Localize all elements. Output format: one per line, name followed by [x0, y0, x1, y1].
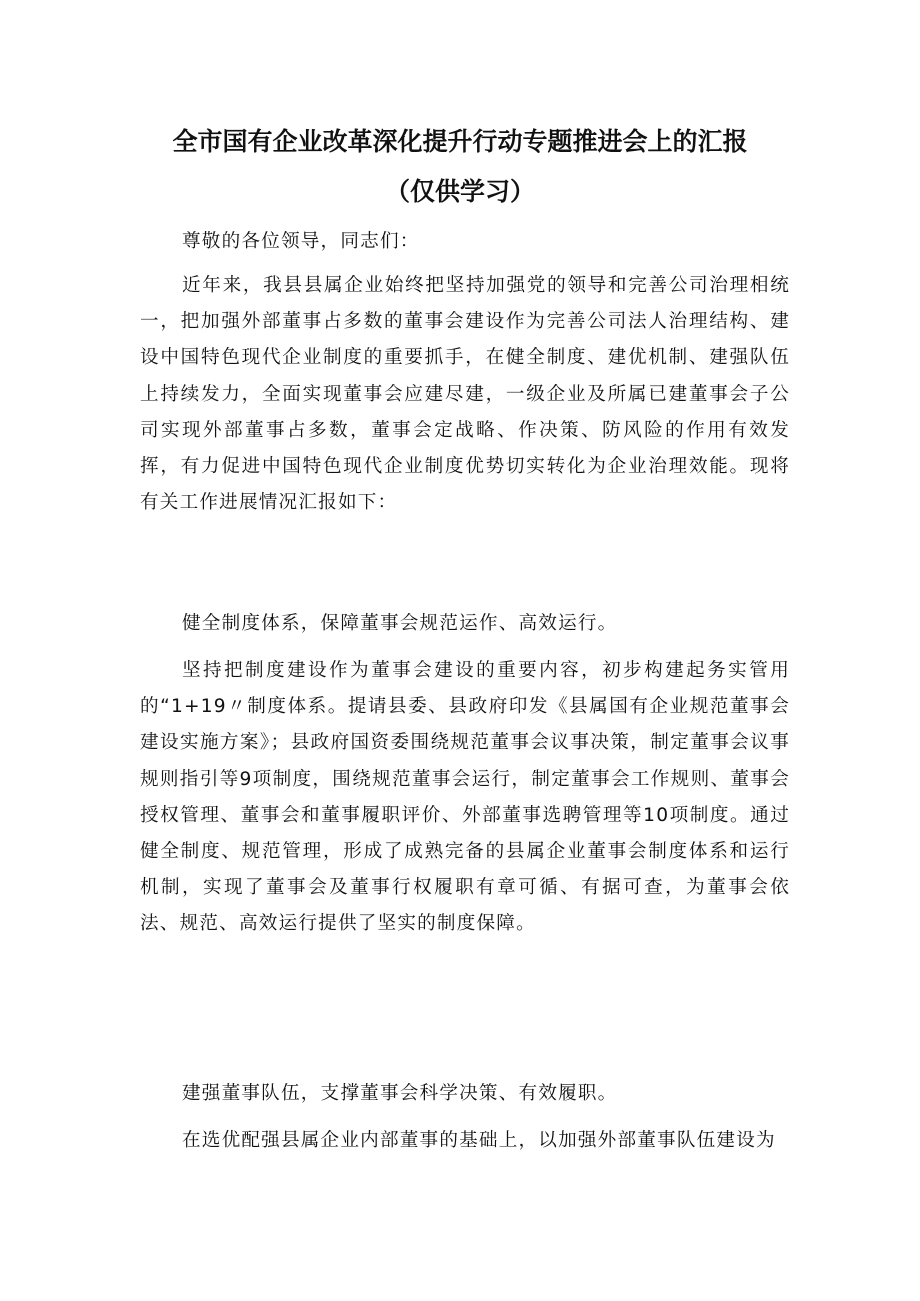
body-paragraph-team: 在选优配强县属企业内部董事的基础上，以加强外部董事队伍建设为: [182, 1130, 776, 1151]
document-title: 全市国有企业改革深化提升行动专题推进会上的汇报: [172, 127, 748, 156]
body-paragraph-system: 坚持把制度建设作为董事会建设的重要内容，初步构建起务实管用的“1+19〃制度体系。提请县委、县政府印发《县属国有企业规范董事会建设实施方案》；县政府国资委围绕规范董事会议事决策，制定董事会议事规则指引等9项制度，围绕规范董事会运行，制定董事会工作规则、董事会授权管理、董事会和董事履职评价、外部董事选聘管理等10项制度。通过健全制度、规范管理，形成了成熟完备的县属企业董事会制度体系和运行机制，实现了董事会及董事行权履职有章可循、有据可查，为董事会依法、规范、高效运行提供了坚实的制度保障。: [140, 660, 790, 935]
section-heading-system: 健全制度体系，保障董事会规范运作、高效运行。: [182, 613, 618, 634]
body-paragraph-intro: 近年来，我县县属企业始终把坚持加强党的领导和完善公司治理相统一，把加强外部董事占多数的董事会建设作为完善公司法人治理结构、建设中国特色现代企业制度的重要抓手，在健全制度、建优机制、建强队伍上持续发力，全面实现董事会应建尽建，一级企业及所属已建董事会子公司实现外部董事占多数，董事会定战略、作决策、防风险的作用有效发挥，有力促进中国特色现代企业制度优势切实转化为企业治理效能。现将有关工作进展情况汇报如下：: [140, 275, 790, 514]
section-heading-team: 建强董事队伍，支撑董事会科学决策、有效履职。: [182, 1083, 618, 1104]
document-subtitle: （仅供学习）: [384, 177, 535, 206]
greeting-paragraph: 尊敬的各位领导，同志们：: [182, 231, 420, 252]
